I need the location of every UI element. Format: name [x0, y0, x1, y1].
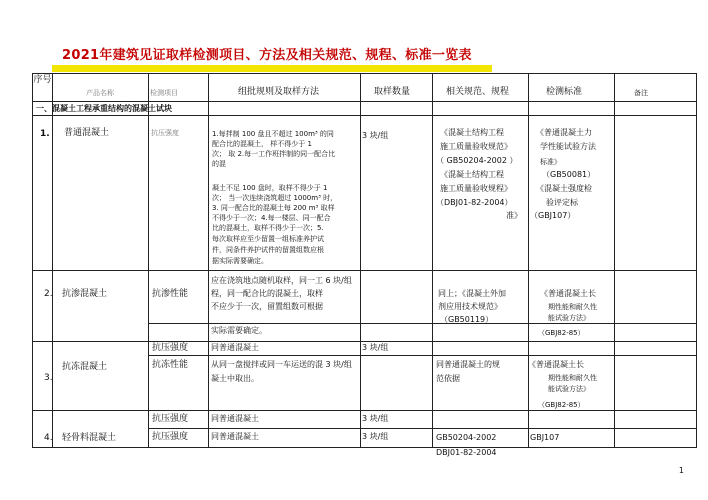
page-number: 1 — [678, 466, 684, 475]
header-seq: 序号 — [33, 75, 52, 85]
row-item: 抗压强度 — [152, 432, 189, 442]
header-remark: 备注 — [634, 89, 648, 97]
row-product: 抗冻混凝土 — [62, 362, 108, 372]
header-spec: 相关规范、规程 — [446, 87, 510, 97]
row-seq: 1. — [40, 129, 50, 139]
header-product: 产品名称 — [86, 89, 114, 97]
row-item: 抗压强度 — [152, 414, 189, 424]
row-product: 抗渗混凝土 — [62, 289, 108, 299]
row-standard: GBJ107 — [530, 433, 560, 442]
row-seq: 4. — [44, 433, 53, 443]
row-qty: 3 块/组 — [362, 131, 389, 140]
page-title: 2021年建筑见证取样检测项目、方法及相关规范、规程、标准一览表 — [62, 48, 472, 63]
row-spec: GB50204-2002 — [436, 433, 497, 442]
row-item: 抗渗性能 — [152, 289, 189, 299]
title-highlight — [52, 65, 492, 72]
header-method: 组批规则及取样方法 — [238, 87, 320, 97]
row-qty: 3 块/组 — [362, 432, 389, 441]
row-product: 轻骨料混凝土 — [62, 433, 117, 443]
row-seq: 3. — [44, 373, 53, 383]
row-spec: DBJ01-82-2004 — [436, 448, 497, 457]
header-qty: 取样数量 — [374, 87, 411, 97]
row-method: 同普通混凝土 — [211, 414, 259, 423]
row-item: 抗压强度 — [151, 129, 179, 137]
header-item: 检测项目 — [150, 89, 178, 97]
header-standard: 检测标准 — [546, 87, 583, 97]
row-method: 同普通混凝土 — [211, 432, 259, 441]
section-title: 一、混凝土工程承重结构的混凝土试块 — [36, 104, 172, 113]
row-item: 抗冻性能 — [152, 360, 189, 370]
row-product: 普通混凝土 — [64, 128, 110, 138]
row-seq: 2. — [44, 289, 53, 299]
row-qty: 3 块/组 — [362, 414, 389, 423]
row-item: 抗压强度 — [152, 343, 189, 353]
row-qty: 3 块/组 — [362, 343, 389, 352]
